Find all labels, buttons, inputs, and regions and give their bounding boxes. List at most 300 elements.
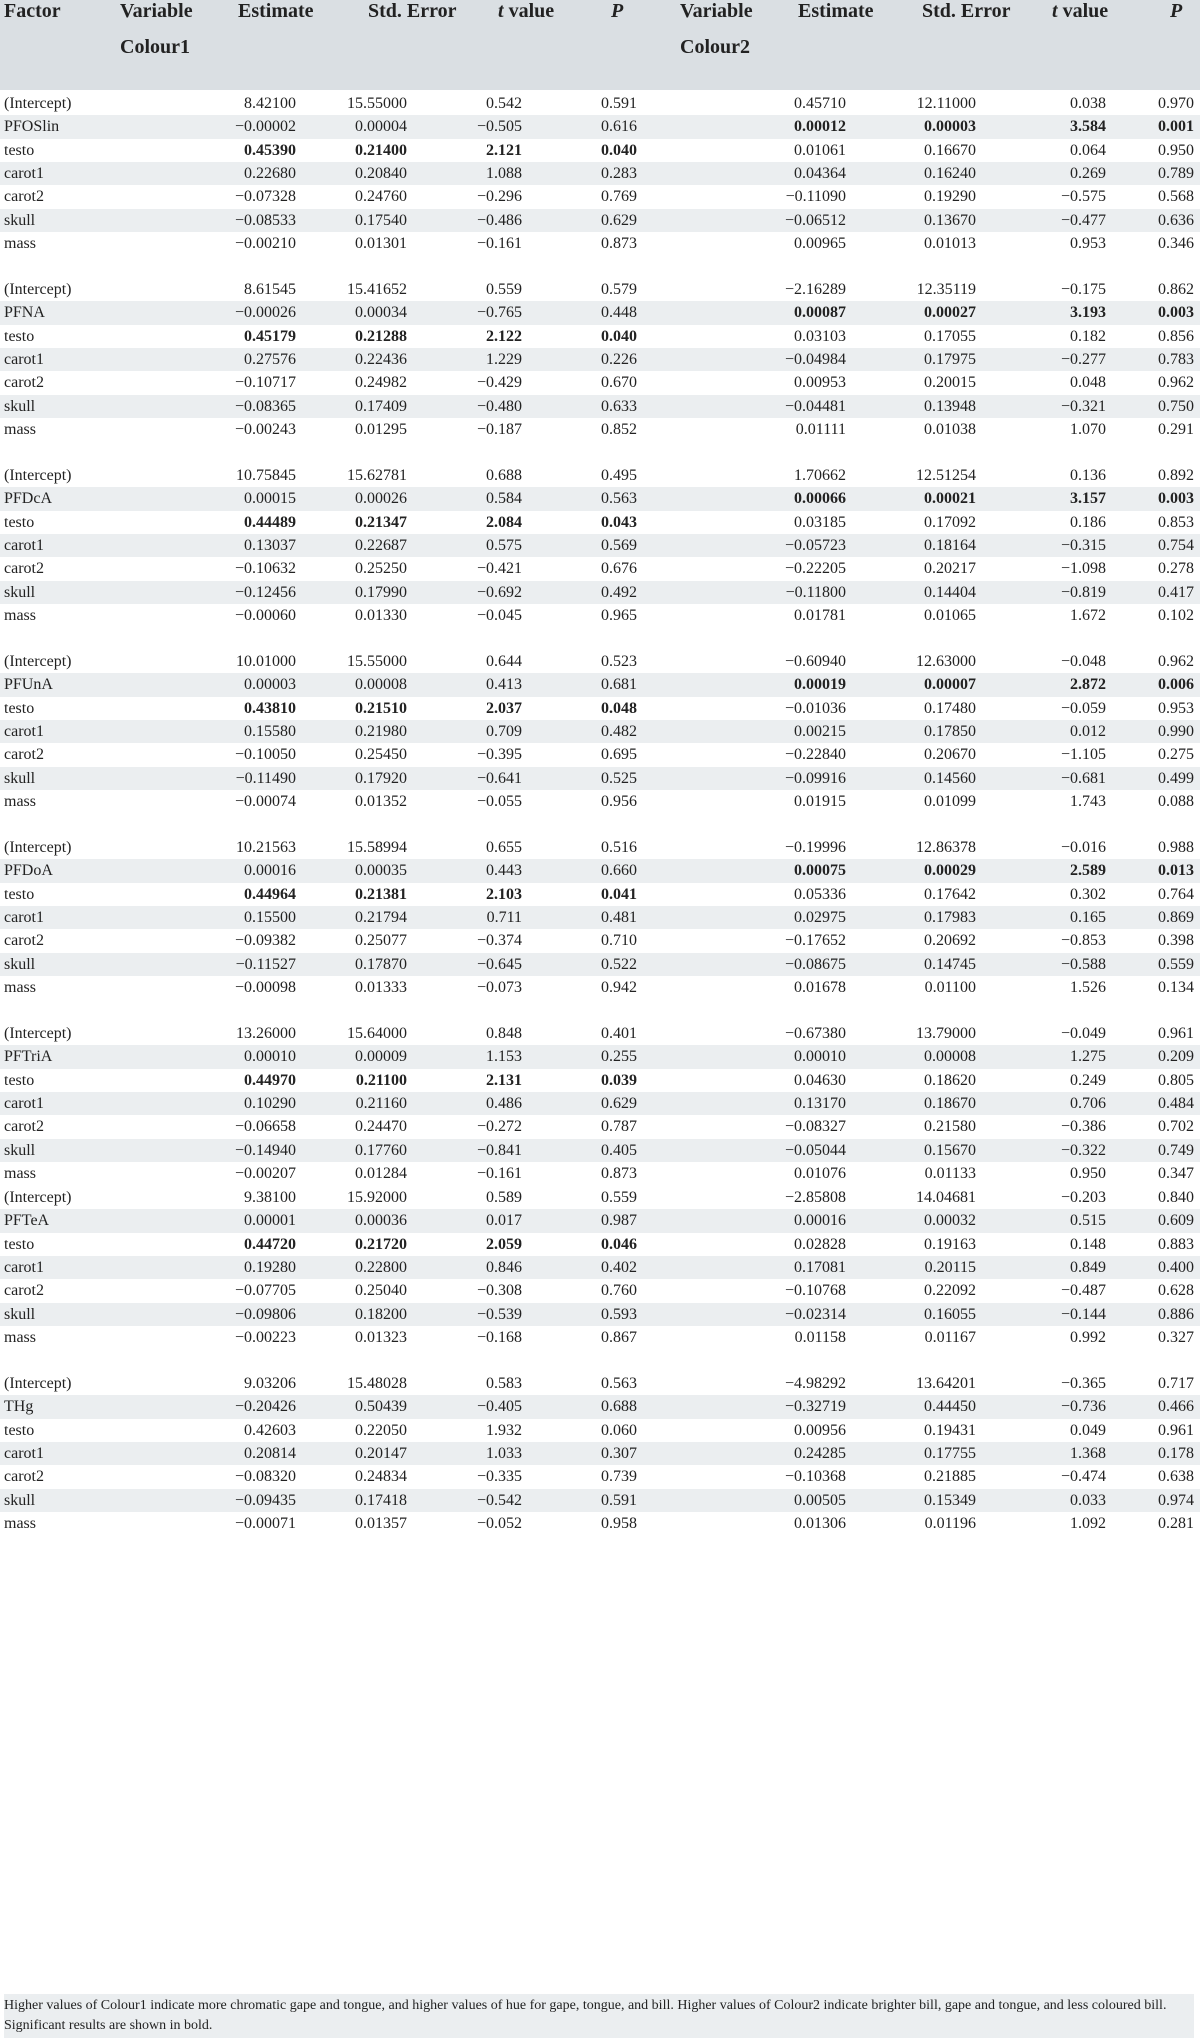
cell-p-colour1: 0.633 xyxy=(601,397,637,415)
cell-variable: mass xyxy=(4,1328,36,1346)
cell-std-error-colour2: 0.17983 xyxy=(924,908,976,926)
cell-p-colour2: 0.764 xyxy=(1158,885,1194,903)
cell-std-error-colour2: 0.19163 xyxy=(924,1235,976,1253)
cell-p-colour1: 0.563 xyxy=(601,1375,637,1392)
cell-std-error-colour2: 0.00007 xyxy=(924,676,976,694)
cell-p-colour2: 0.275 xyxy=(1158,746,1194,764)
cell-t-value-colour1: 2.037 xyxy=(486,699,522,717)
cell-estimate-colour2: 0.01678 xyxy=(794,978,846,996)
cell-t-value-colour1: 0.413 xyxy=(486,676,522,694)
cell-std-error-colour1: 0.17990 xyxy=(355,583,407,601)
cell-variable: (Intercept) xyxy=(4,95,72,112)
cell-p-colour1: 0.046 xyxy=(601,1235,637,1253)
cell-p-colour2: 0.754 xyxy=(1158,536,1194,554)
cell-t-value-colour1: −0.429 xyxy=(476,374,522,392)
cell-std-error-colour2: 0.01099 xyxy=(924,792,976,810)
cell-t-value-colour2: 3.584 xyxy=(1070,118,1106,136)
cell-variable: PFOSlin xyxy=(4,118,60,136)
cell-t-value-colour2: 0.049 xyxy=(1070,1421,1106,1439)
cell-t-value-colour2: −0.736 xyxy=(1060,1398,1106,1416)
cell-variable: mass xyxy=(4,792,36,810)
table-row xyxy=(0,953,1200,976)
cell-std-error-colour1: 0.17920 xyxy=(355,769,407,787)
cell-p-colour1: 0.681 xyxy=(601,676,637,694)
cell-p-colour2: 0.466 xyxy=(1158,1398,1194,1416)
cell-p-colour1: 0.569 xyxy=(601,536,637,554)
cell-p-colour2: 0.862 xyxy=(1158,281,1194,298)
cell-t-value-colour1: 0.846 xyxy=(486,1258,522,1276)
table-row xyxy=(0,1045,1200,1068)
cell-std-error-colour1: 0.25450 xyxy=(355,746,407,764)
cell-p-colour1: 0.688 xyxy=(601,1398,637,1416)
cell-t-value-colour1: 0.711 xyxy=(486,908,522,926)
header-t-suffix: value xyxy=(503,0,555,22)
cell-p-colour2: 0.346 xyxy=(1158,234,1194,252)
table-row xyxy=(0,929,1200,952)
cell-t-value-colour1: 0.655 xyxy=(486,839,522,856)
cell-std-error-colour1: 15.58994 xyxy=(347,839,407,856)
cell-variable: testo xyxy=(4,513,35,531)
cell-std-error-colour1: 0.17418 xyxy=(355,1491,407,1509)
cell-p-colour1: 0.401 xyxy=(601,1025,637,1042)
cell-variable: testo xyxy=(4,885,35,903)
cell-p-colour1: 0.629 xyxy=(601,211,637,229)
cell-variable: carot1 xyxy=(4,164,44,182)
cell-variable: skull xyxy=(4,1491,36,1509)
table-row xyxy=(0,395,1200,418)
cell-p-colour2: 0.892 xyxy=(1158,467,1194,484)
cell-t-value-colour2: −1.105 xyxy=(1060,746,1106,764)
cell-std-error-colour1: 0.01333 xyxy=(355,978,407,996)
table-row xyxy=(0,1115,1200,1138)
cell-variable: THg xyxy=(4,1398,34,1416)
cell-std-error-colour2: 12.86378 xyxy=(916,839,976,856)
table-row xyxy=(0,859,1200,882)
cell-p-colour2: 0.856 xyxy=(1158,327,1194,345)
cell-variable: carot1 xyxy=(4,536,44,554)
cell-p-colour1: 0.563 xyxy=(601,490,637,508)
cell-std-error-colour2: 0.15670 xyxy=(924,1141,976,1159)
cell-t-value-colour2: −0.048 xyxy=(1060,653,1106,670)
cell-estimate-colour2: 0.05336 xyxy=(794,885,846,903)
cell-variable: carot2 xyxy=(4,746,44,764)
cell-variable: PFUnA xyxy=(4,676,53,694)
cell-estimate-colour2: 0.13170 xyxy=(794,1094,846,1112)
cell-t-value-colour1: 0.644 xyxy=(486,653,522,670)
table-row xyxy=(0,743,1200,766)
cell-t-value-colour2: 0.182 xyxy=(1070,327,1106,345)
cell-p-colour2: 0.347 xyxy=(1158,1164,1194,1182)
cell-estimate-colour2: 0.03185 xyxy=(794,513,846,531)
cell-t-value-colour1: 1.932 xyxy=(486,1421,522,1439)
table-row xyxy=(0,1442,1200,1465)
cell-estimate-colour1: −0.12456 xyxy=(234,583,296,601)
cell-variable: skull xyxy=(4,1305,36,1323)
cell-t-value-colour2: −0.203 xyxy=(1060,1189,1106,1206)
table-row xyxy=(0,581,1200,604)
cell-std-error-colour1: 15.55000 xyxy=(347,653,407,670)
cell-p-colour2: 0.278 xyxy=(1158,560,1194,578)
cell-estimate-colour2: −0.11090 xyxy=(785,188,846,206)
cell-variable: carot2 xyxy=(4,188,44,206)
cell-p-colour1: 0.593 xyxy=(601,1305,637,1323)
cell-p-colour2: 0.006 xyxy=(1158,676,1194,694)
cell-t-value-colour2: −0.059 xyxy=(1060,699,1106,717)
cell-t-value-colour1: −0.168 xyxy=(476,1328,522,1346)
table-row xyxy=(0,1419,1200,1442)
cell-std-error-colour2: 0.00032 xyxy=(924,1212,976,1230)
cell-p-colour2: 0.638 xyxy=(1158,1468,1194,1486)
table-row xyxy=(0,1209,1200,1232)
cell-p-colour2: 0.559 xyxy=(1158,955,1194,973)
cell-t-value-colour2: −0.365 xyxy=(1060,1375,1106,1392)
cell-t-value-colour2: −0.819 xyxy=(1060,583,1106,601)
cell-estimate-colour2: 0.01781 xyxy=(794,606,846,624)
cell-std-error-colour2: 14.04681 xyxy=(916,1189,976,1206)
cell-variable: PFTeA xyxy=(4,1212,50,1230)
cell-std-error-colour2: 0.00021 xyxy=(924,490,976,508)
cell-p-colour2: 0.134 xyxy=(1158,978,1194,996)
table-row xyxy=(0,767,1200,790)
cell-p-colour2: 0.484 xyxy=(1158,1094,1194,1112)
cell-estimate-colour1: −0.10717 xyxy=(234,374,296,392)
cell-t-value-colour2: 0.706 xyxy=(1070,1094,1106,1112)
cell-p-colour1: 0.481 xyxy=(601,908,637,926)
cell-std-error-colour1: 0.21720 xyxy=(355,1235,407,1253)
cell-estimate-colour2: 0.45710 xyxy=(794,95,846,112)
cell-p-colour1: 0.769 xyxy=(601,188,637,206)
cell-t-value-colour2: −0.474 xyxy=(1060,1468,1106,1486)
cell-t-value-colour2: −0.853 xyxy=(1060,932,1106,950)
cell-p-colour2: 0.950 xyxy=(1158,141,1194,159)
header-t-value-colour2 xyxy=(1052,0,1108,30)
cell-std-error-colour1: 0.00035 xyxy=(355,862,407,880)
cell-p-colour2: 0.636 xyxy=(1158,211,1194,229)
table-row xyxy=(0,836,1200,859)
cell-std-error-colour1: 0.00026 xyxy=(355,490,407,508)
cell-estimate-colour1: −0.10632 xyxy=(234,560,296,578)
cell-t-value-colour1: 1.033 xyxy=(486,1444,522,1462)
cell-std-error-colour2: 0.17642 xyxy=(924,885,976,903)
cell-estimate-colour2: −0.67380 xyxy=(784,1025,846,1042)
cell-variable: carot1 xyxy=(4,722,44,740)
cell-p-colour1: 0.559 xyxy=(601,1189,637,1206)
cell-p-colour2: 0.327 xyxy=(1158,1328,1194,1346)
cell-t-value-colour1: 0.559 xyxy=(486,281,522,298)
cell-t-value-colour2: −0.681 xyxy=(1060,769,1106,787)
cell-std-error-colour2: 12.63000 xyxy=(916,653,976,670)
cell-p-colour2: 0.869 xyxy=(1158,908,1194,926)
cell-variable: skull xyxy=(4,583,36,601)
cell-variable: mass xyxy=(4,978,36,996)
cell-t-value-colour2: −0.049 xyxy=(1060,1025,1106,1042)
cell-p-colour1: 0.670 xyxy=(601,374,637,392)
cell-estimate-colour1: −0.20426 xyxy=(234,1398,296,1416)
cell-t-value-colour2: 0.012 xyxy=(1070,722,1106,740)
cell-estimate-colour2: 0.00505 xyxy=(794,1491,846,1509)
cell-estimate-colour2: −0.09916 xyxy=(784,769,846,787)
cell-p-colour1: 0.695 xyxy=(601,746,637,764)
cell-estimate-colour1: 9.38100 xyxy=(244,1189,296,1206)
cell-std-error-colour2: 0.17055 xyxy=(924,327,976,345)
cell-t-value-colour1: −0.641 xyxy=(476,769,522,787)
cell-std-error-colour1: 0.22800 xyxy=(355,1258,407,1276)
table-row xyxy=(0,1069,1200,1092)
colour-group-header-row xyxy=(0,36,1200,66)
cell-t-value-colour1: 2.121 xyxy=(486,141,522,159)
header-variable-colour1: Variable xyxy=(120,0,193,22)
table-row xyxy=(0,906,1200,929)
cell-p-colour1: 0.852 xyxy=(601,420,637,438)
cell-std-error-colour2: 13.64201 xyxy=(916,1375,976,1392)
table-row xyxy=(0,1186,1200,1209)
header-colour1: Colour1 xyxy=(120,36,190,58)
cell-std-error-colour1: 15.41652 xyxy=(347,281,407,298)
cell-std-error-colour2: 0.01100 xyxy=(924,978,976,996)
cell-estimate-colour2: 0.01306 xyxy=(794,1514,846,1532)
cell-t-value-colour1: −0.045 xyxy=(476,606,522,624)
cell-p-colour2: 0.702 xyxy=(1158,1118,1194,1136)
cell-p-colour1: 0.405 xyxy=(601,1141,637,1159)
cell-t-value-colour2: 2.589 xyxy=(1070,862,1106,880)
cell-p-colour2: 0.990 xyxy=(1158,722,1194,740)
cell-p-colour1: 0.040 xyxy=(601,141,637,159)
cell-p-colour1: 0.448 xyxy=(601,304,637,322)
cell-p-colour1: 0.616 xyxy=(601,118,637,136)
cell-estimate-colour2: 0.02828 xyxy=(794,1235,846,1253)
cell-t-value-colour1: 0.848 xyxy=(486,1025,522,1042)
cell-estimate-colour1: −0.10050 xyxy=(234,746,296,764)
cell-std-error-colour1: 0.24760 xyxy=(355,188,407,206)
cell-estimate-colour2: 0.17081 xyxy=(794,1258,846,1276)
cell-std-error-colour2: 12.35119 xyxy=(916,281,976,298)
cell-estimate-colour2: 0.00215 xyxy=(794,722,846,740)
cell-p-colour1: 0.873 xyxy=(601,1164,637,1182)
cell-t-value-colour2: 0.136 xyxy=(1070,467,1106,484)
cell-variable: carot1 xyxy=(4,908,44,926)
cell-std-error-colour1: 0.21347 xyxy=(355,513,407,531)
cell-estimate-colour2: −0.22205 xyxy=(784,560,846,578)
cell-p-colour2: 0.805 xyxy=(1158,1071,1194,1089)
header-t-suffix: value xyxy=(1057,0,1109,22)
cell-std-error-colour2: 0.19290 xyxy=(924,188,976,206)
cell-std-error-colour1: 0.00004 xyxy=(355,118,407,136)
cell-estimate-colour1: 0.15500 xyxy=(244,908,296,926)
cell-p-colour1: 0.525 xyxy=(601,769,637,787)
cell-estimate-colour1: −0.08320 xyxy=(234,1468,296,1486)
cell-estimate-colour2: 0.24285 xyxy=(794,1444,846,1462)
cell-t-value-colour1: −0.765 xyxy=(476,304,522,322)
cell-variable: PFDoA xyxy=(4,862,53,880)
cell-t-value-colour2: 3.193 xyxy=(1070,304,1106,322)
cell-std-error-colour2: 0.00008 xyxy=(924,1048,976,1066)
cell-estimate-colour1: −0.14940 xyxy=(234,1141,296,1159)
cell-variable: testo xyxy=(4,141,35,159)
cell-variable: skull xyxy=(4,769,36,787)
cell-t-value-colour1: −0.052 xyxy=(476,1514,522,1532)
cell-estimate-colour1: −0.00060 xyxy=(234,606,296,624)
cell-t-value-colour2: −0.175 xyxy=(1060,281,1106,298)
cell-variable: (Intercept) xyxy=(4,839,72,856)
header-factor: Factor xyxy=(4,0,61,22)
table-row xyxy=(0,464,1200,487)
cell-t-value-colour2: 0.950 xyxy=(1070,1164,1106,1182)
cell-variable: testo xyxy=(4,327,35,345)
cell-estimate-colour1: 0.00016 xyxy=(244,862,296,880)
cell-estimate-colour1: 0.13037 xyxy=(244,536,296,554)
cell-t-value-colour2: 0.515 xyxy=(1070,1212,1106,1230)
cell-p-colour1: 0.867 xyxy=(601,1328,637,1346)
cell-p-colour1: 0.402 xyxy=(601,1258,637,1276)
cell-p-colour2: 0.988 xyxy=(1158,839,1194,856)
cell-std-error-colour1: 0.00008 xyxy=(355,676,407,694)
cell-std-error-colour2: 0.16670 xyxy=(924,141,976,159)
cell-variable: carot2 xyxy=(4,1282,44,1300)
cell-estimate-colour2: −0.08675 xyxy=(784,955,846,973)
cell-std-error-colour2: 0.16240 xyxy=(924,164,976,182)
cell-std-error-colour1: 0.01323 xyxy=(355,1328,407,1346)
cell-p-colour2: 0.962 xyxy=(1158,653,1194,670)
cell-std-error-colour1: 0.01352 xyxy=(355,792,407,810)
cell-std-error-colour1: 15.62781 xyxy=(347,467,407,484)
cell-estimate-colour1: 0.00001 xyxy=(244,1212,296,1230)
cell-t-value-colour2: 1.070 xyxy=(1070,420,1106,438)
table-row xyxy=(0,371,1200,394)
cell-t-value-colour2: 0.048 xyxy=(1070,374,1106,392)
cell-p-colour1: 0.492 xyxy=(601,583,637,601)
table-row xyxy=(0,697,1200,720)
cell-variable: mass xyxy=(4,420,36,438)
cell-estimate-colour2: −0.04984 xyxy=(784,350,846,368)
cell-estimate-colour1: 0.00015 xyxy=(244,490,296,508)
cell-t-value-colour1: 0.688 xyxy=(486,467,522,484)
cell-t-value-colour2: −0.315 xyxy=(1060,536,1106,554)
cell-t-value-colour2: 0.269 xyxy=(1070,164,1106,182)
cell-estimate-colour1: 0.22680 xyxy=(244,164,296,182)
table-row xyxy=(0,487,1200,510)
cell-variable: testo xyxy=(4,699,35,717)
cell-t-value-colour2: 1.092 xyxy=(1070,1514,1106,1532)
cell-p-colour1: 0.495 xyxy=(601,467,637,484)
cell-std-error-colour1: 0.00009 xyxy=(355,1048,407,1066)
cell-t-value-colour2: 0.302 xyxy=(1070,885,1106,903)
cell-t-value-colour1: 2.084 xyxy=(486,513,522,531)
cell-t-value-colour2: 0.249 xyxy=(1070,1071,1106,1089)
cell-estimate-colour1: 10.21563 xyxy=(236,839,296,856)
cell-estimate-colour2: 0.00019 xyxy=(794,676,846,694)
cell-estimate-colour2: 0.00016 xyxy=(794,1212,846,1230)
cell-p-colour2: 0.628 xyxy=(1158,1282,1194,1300)
cell-estimate-colour2: 1.70662 xyxy=(794,467,846,484)
cell-p-colour1: 0.523 xyxy=(601,653,637,670)
cell-estimate-colour1: 0.00003 xyxy=(244,676,296,694)
cell-p-colour1: 0.516 xyxy=(601,839,637,856)
cell-std-error-colour2: 0.17092 xyxy=(924,513,976,531)
cell-estimate-colour1: −0.11490 xyxy=(235,769,296,787)
cell-std-error-colour2: 0.14745 xyxy=(924,955,976,973)
cell-std-error-colour1: 0.01284 xyxy=(355,1164,407,1182)
table-row xyxy=(0,1233,1200,1256)
cell-std-error-colour2: 0.13670 xyxy=(924,211,976,229)
cell-p-colour1: 0.629 xyxy=(601,1094,637,1112)
cell-estimate-colour2: 0.00010 xyxy=(794,1048,846,1066)
cell-estimate-colour1: 0.44720 xyxy=(244,1235,296,1253)
table-row xyxy=(0,1303,1200,1326)
header-colour2: Colour2 xyxy=(680,36,750,58)
cell-std-error-colour2: 0.21580 xyxy=(924,1118,976,1136)
cell-estimate-colour1: −0.00002 xyxy=(234,118,296,136)
cell-t-value-colour1: −0.161 xyxy=(476,234,522,252)
cell-t-value-colour2: 0.038 xyxy=(1070,95,1106,112)
cell-variable: carot1 xyxy=(4,1258,44,1276)
cell-std-error-colour2: 0.00003 xyxy=(924,118,976,136)
cell-std-error-colour2: 0.17755 xyxy=(924,1444,976,1462)
cell-p-colour1: 0.739 xyxy=(601,1468,637,1486)
cell-std-error-colour1: 0.24982 xyxy=(355,374,407,392)
cell-variable: mass xyxy=(4,234,36,252)
cell-estimate-colour1: 10.75845 xyxy=(236,467,296,484)
cell-p-colour2: 0.609 xyxy=(1158,1212,1194,1230)
cell-estimate-colour2: −0.11800 xyxy=(785,583,846,601)
cell-std-error-colour1: 0.22687 xyxy=(355,536,407,554)
cell-estimate-colour1: −0.00026 xyxy=(234,304,296,322)
table-row xyxy=(0,325,1200,348)
cell-std-error-colour2: 12.11000 xyxy=(916,95,976,112)
table-row xyxy=(0,301,1200,324)
cell-std-error-colour1: 0.24470 xyxy=(355,1118,407,1136)
cell-t-value-colour1: −0.187 xyxy=(476,420,522,438)
cell-std-error-colour1: 0.01330 xyxy=(355,606,407,624)
table-row xyxy=(0,720,1200,743)
cell-variable: (Intercept) xyxy=(4,281,72,298)
cell-std-error-colour2: 0.14560 xyxy=(924,769,976,787)
cell-variable: (Intercept) xyxy=(4,1025,72,1042)
cell-std-error-colour1: 0.22436 xyxy=(355,350,407,368)
cell-std-error-colour2: 13.79000 xyxy=(916,1025,976,1042)
table-header-row xyxy=(0,0,1200,30)
cell-t-value-colour1: −0.645 xyxy=(476,955,522,973)
cell-p-colour2: 0.003 xyxy=(1158,304,1194,322)
cell-variable: skull xyxy=(4,397,36,415)
cell-p-colour2: 0.001 xyxy=(1158,118,1194,136)
table-row xyxy=(0,278,1200,301)
cell-std-error-colour2: 0.01167 xyxy=(924,1328,976,1346)
cell-estimate-colour2: −0.01036 xyxy=(784,699,846,717)
cell-std-error-colour1: 0.01295 xyxy=(355,420,407,438)
cell-variable: carot1 xyxy=(4,1094,44,1112)
cell-std-error-colour2: 0.20217 xyxy=(924,560,976,578)
table-row xyxy=(0,673,1200,696)
cell-t-value-colour1: −0.073 xyxy=(476,978,522,996)
cell-p-colour1: 0.307 xyxy=(601,1444,637,1462)
cell-estimate-colour2: −0.10768 xyxy=(784,1282,846,1300)
header-estimate-colour1: Estimate xyxy=(238,0,314,22)
cell-std-error-colour1: 0.21288 xyxy=(355,327,407,345)
cell-std-error-colour2: 12.51254 xyxy=(916,467,976,484)
cell-std-error-colour2: 0.01133 xyxy=(924,1164,976,1182)
cell-estimate-colour2: −0.05723 xyxy=(784,536,846,554)
cell-p-colour2: 0.840 xyxy=(1158,1189,1194,1206)
cell-t-value-colour2: −0.477 xyxy=(1060,211,1106,229)
cell-estimate-colour2: 0.00012 xyxy=(794,118,846,136)
table-row xyxy=(0,1139,1200,1162)
cell-estimate-colour1: −0.00210 xyxy=(234,234,296,252)
cell-estimate-colour2: −2.16289 xyxy=(784,281,846,298)
table-row xyxy=(0,1162,1200,1185)
header-estimate-colour2: Estimate xyxy=(798,0,874,22)
cell-p-colour2: 0.088 xyxy=(1158,792,1194,810)
cell-std-error-colour1: 0.21160 xyxy=(355,1094,407,1112)
